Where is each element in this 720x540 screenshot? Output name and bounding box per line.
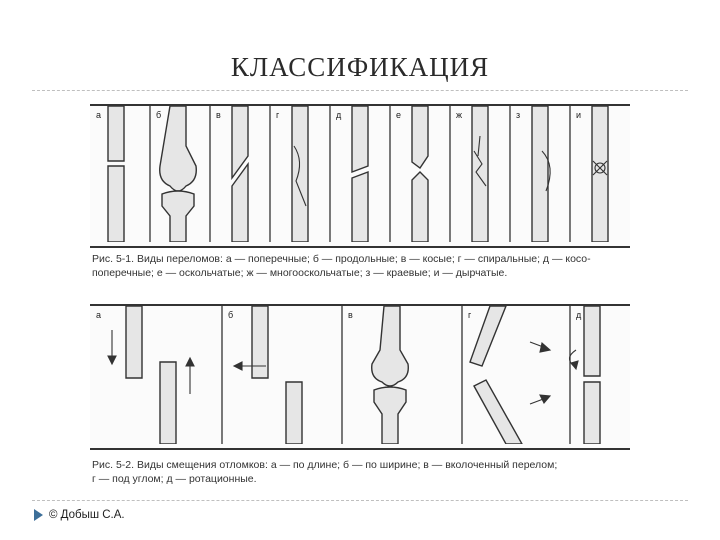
fig2-label-d: г: [468, 310, 472, 320]
fig1-label-b: б: [156, 110, 162, 120]
figure-2-caption: [92, 458, 632, 486]
fig1-label-e: д: [336, 110, 342, 120]
bullet-arrow-icon: [34, 509, 43, 521]
bottom-divider: [32, 500, 688, 501]
fig1-label-d: г: [276, 110, 280, 120]
figure-2-caption-line-2: г — под углом; д — ротационные.: [92, 473, 257, 485]
figure-1-caption-line-2: поперечные; е — оскольчатые; ж — многооскольчатые; з — краевые; и — дырчатые.: [92, 267, 508, 279]
figure-1-caption: [92, 252, 632, 280]
figure-2-illustration: [90, 304, 630, 450]
fig1-label-a: а: [96, 110, 102, 120]
fig1-label-g: ж: [456, 110, 463, 120]
fig2-label-c: в: [348, 310, 353, 320]
fig1-label-c: в: [216, 110, 221, 120]
figure-2-caption-line-1: Рис. 5-2. Виды смещения отломков: а — по длине; б — по ширине; в — вколоченный перелом;: [92, 459, 558, 471]
top-divider: [32, 90, 688, 91]
figure-1-caption-line-1: Рис. 5-1. Виды переломов: а — поперечные; б — продольные; в — косые; г — спиральные; д — косо-: [92, 253, 591, 265]
slide-title: КЛАССИФИКАЦИЯ: [230, 52, 490, 82]
fig1-label-f: е: [396, 110, 402, 120]
footer: [34, 506, 125, 524]
fig2-label-b: б: [228, 310, 234, 320]
fig2-label-e: д: [576, 310, 582, 320]
fig1-label-i: и: [576, 110, 582, 120]
figure-1-illustration: [90, 104, 630, 248]
footer-credit: © Добыш С.А.: [49, 509, 125, 521]
fig1-label-h: з: [516, 110, 521, 120]
fig2-label-a: а: [96, 310, 102, 320]
